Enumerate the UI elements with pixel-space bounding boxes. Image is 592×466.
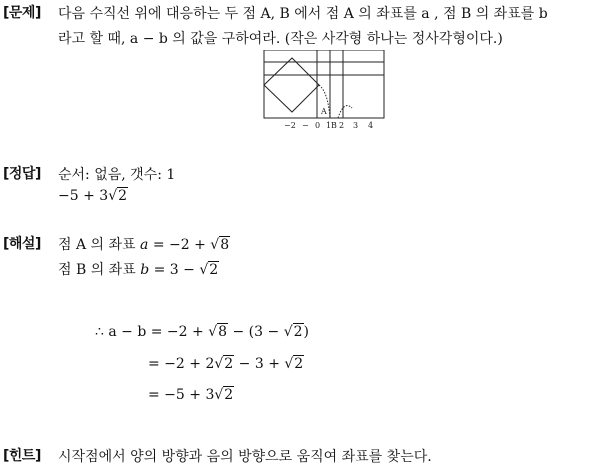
explanation-b-line: 점 B 의 좌표 b = 3 − √2 (58, 262, 219, 278)
tick-label: 1 (326, 121, 332, 130)
problem-line-2: 라고 할 때, a − b 의 값을 구하여라. (작은 사각형 하나는 정사각형이다.) (58, 31, 503, 47)
problem-tag: [문제] (3, 5, 41, 21)
answer-expression (58, 188, 128, 204)
explanation-a-line: 점 A 의 좌표 a = −2 + √8 (58, 237, 230, 253)
tick-label: 2 (339, 121, 345, 130)
point-label-a: A (321, 107, 327, 116)
explanation-tag: [해설] (3, 236, 41, 252)
answer-expr-prefix: −5 + 3 (58, 188, 109, 204)
tick-label: −2 (284, 121, 296, 130)
tick-label: − (302, 121, 309, 130)
problem-line-1: 다음 수직선 위에 대응하는 두 점 A, B 에서 점 A 의 좌표를 a , 점 B 의 좌표를 b (58, 6, 548, 22)
answer-tag: [정답] (3, 166, 41, 182)
derivation-step-3: = −5 + 3√2 (148, 387, 234, 403)
number-line-figure (262, 50, 387, 130)
sqrt-symbol: √8 (210, 237, 230, 253)
hint-tag: [힌트] (3, 448, 41, 464)
hint-text: 시작점에서 양의 방향과 음의 방향으로 움직여 좌표를 찾는다. (58, 449, 432, 465)
sqrt-symbol: √2 (199, 262, 219, 278)
point-label-b: B (331, 121, 337, 130)
derivation-step-1: ∴ a − b = −2 + √8 − (3 − √2) (95, 324, 309, 340)
derivation-step-2: = −2 + 2√2 − 3 + √2 (148, 356, 304, 372)
sqrt-symbol: √2 (108, 188, 128, 204)
diamond-square (264, 58, 319, 112)
answer-line-1: 순서: 없음, 갯수: 1 (58, 167, 176, 183)
number-line-diagram (262, 50, 387, 130)
arc-b (338, 106, 352, 118)
tick-label: 0 (315, 121, 321, 130)
tick-label: 4 (368, 121, 374, 130)
tick-label: 3 (353, 121, 359, 130)
